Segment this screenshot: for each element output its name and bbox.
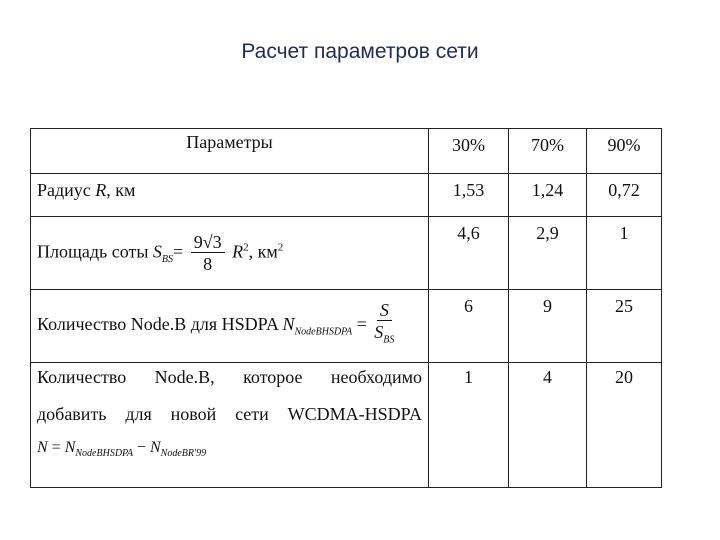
- parameters-table: [30, 128, 662, 488]
- area-70: 2,9: [509, 217, 587, 290]
- add-30: 1: [429, 363, 509, 488]
- radius-label: Радиус: [37, 180, 91, 200]
- add-90: 20: [587, 363, 662, 488]
- nodeb-lhs: N: [282, 314, 295, 335]
- area-label: Площадь соты: [37, 241, 149, 262]
- add-t2: N: [150, 439, 161, 456]
- table-header-row: [31, 129, 662, 174]
- nodeb-label-cell: [31, 290, 429, 363]
- area-label-cell: [31, 217, 429, 290]
- nodeb-lhs-sub: NodeBHSDPA: [294, 326, 353, 338]
- add-label-line1: [37, 367, 428, 388]
- nodeb-num: S: [377, 300, 392, 321]
- area-num: 9√3: [191, 232, 225, 253]
- header-params: Параметры: [31, 129, 429, 174]
- add-label-cell: [31, 363, 429, 488]
- add-w3: которое: [243, 367, 303, 387]
- nodeb-den: S: [374, 322, 384, 343]
- header-col-30: 30%: [429, 129, 509, 174]
- radius-var: R: [95, 180, 107, 200]
- nodeb-den-wrap: [374, 321, 394, 352]
- add-t2-sub: NodeBR'99: [160, 448, 207, 460]
- add-t1: N: [64, 439, 76, 456]
- area-lhs: S: [152, 241, 162, 262]
- nodeb-eq: =: [356, 314, 367, 335]
- nodeb-70: 9: [509, 290, 587, 363]
- add-w6: для: [125, 404, 152, 424]
- area-30: 4,6: [429, 217, 509, 290]
- add-formula: [37, 439, 428, 459]
- radius-30: 1,53: [429, 174, 509, 217]
- area-den: 8: [203, 253, 213, 274]
- table-row-cell-area: [31, 217, 662, 290]
- add-w2: Node.B,: [154, 367, 215, 387]
- add-w4: необходимо: [330, 367, 422, 387]
- area-unit: , км: [248, 241, 278, 262]
- area-unit-sup: 2: [277, 241, 284, 254]
- header-col-70: 70%: [509, 129, 587, 174]
- add-t1-sub: NodeBHSDPA: [75, 448, 133, 460]
- radius-90: 0,72: [587, 174, 662, 217]
- area-fraction: [191, 232, 225, 275]
- table-row-radius: [31, 174, 662, 217]
- nodeb-den-sub: BS: [383, 334, 395, 346]
- add-minus: −: [136, 439, 146, 456]
- area-rhs-sup: 2: [243, 241, 249, 254]
- add-w1: Количество: [37, 367, 127, 387]
- table-row-nodeb-add: [31, 363, 662, 488]
- add-w9: WCDMA-HSDPA: [287, 404, 422, 424]
- add-label-line2: [37, 404, 428, 425]
- add-eq: =: [51, 439, 61, 456]
- page-title: Расчет параметров сети: [241, 40, 479, 63]
- area-90: 1: [587, 217, 662, 290]
- radius-label-cell: [31, 174, 429, 217]
- add-w7: новой: [170, 404, 217, 424]
- add-70: 4: [509, 363, 587, 488]
- add-lhs: N: [37, 439, 48, 456]
- add-w8: сети: [235, 404, 269, 424]
- nodeb-90: 25: [587, 290, 662, 363]
- add-w5: добавить: [37, 404, 107, 424]
- area-rhs: R: [232, 241, 244, 262]
- radius-unit: , км: [106, 180, 136, 200]
- nodeb-30: 6: [429, 290, 509, 363]
- radius-70: 1,24: [509, 174, 587, 217]
- area-lhs-sub: BS: [161, 253, 174, 265]
- nodeb-fraction: [374, 300, 394, 352]
- table-row-nodeb-count: [31, 290, 662, 363]
- area-eq: =: [173, 241, 184, 262]
- header-col-90: 90%: [587, 129, 662, 174]
- nodeb-label: Количество Node.B для HSDPA: [37, 314, 278, 335]
